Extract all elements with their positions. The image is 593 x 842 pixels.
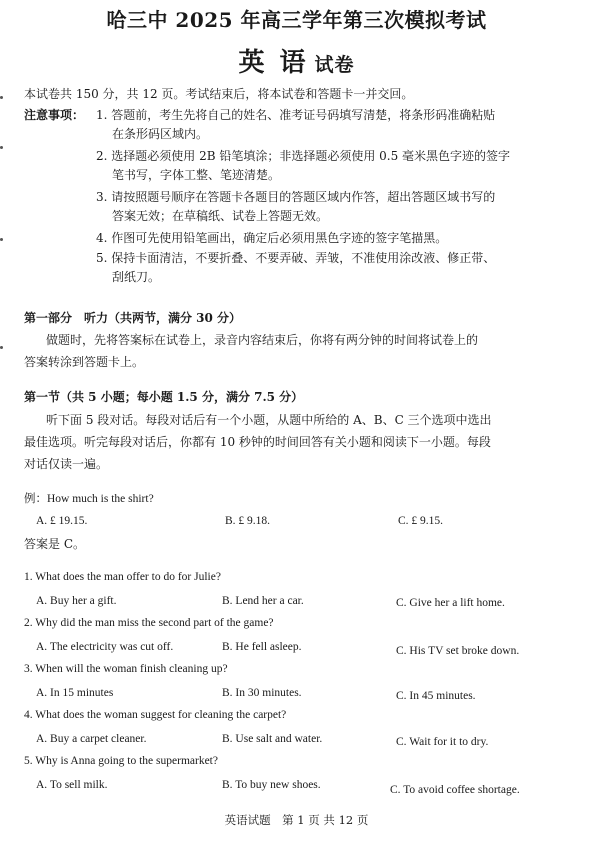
example-question: 例：How much is the shirt? [24,493,154,505]
note-item: 5. 保持卡面清洁，不要折叠、不要弄破、弄皱，不准使用涂改液、修正带、 [96,251,496,265]
binding-hole-mark [0,146,3,149]
section1-desc: 对话仅读一遍。 [24,457,109,471]
note-item: 答案无效；在草稿纸、试卷上答题无效。 [112,209,329,223]
section1-heading: 第一节（共 5 小题；每小题 1.5 分，满分 7.5 分） [24,390,304,404]
q1-option-b: B. Lend her a car. [222,595,304,607]
note-item: 3. 请按照题号顺序在答题卡各题目的答题区域内作答，超出答题区域书写的 [96,190,496,204]
part1-desc: 答案转涂到答题卡上。 [24,355,145,369]
binding-hole-mark [0,346,3,349]
q5-option-a: A. To sell milk. [36,779,108,791]
q3-option-b: B. In 30 minutes. [222,687,302,699]
example-answer: 答案是 C。 [24,537,85,551]
example-option-b: B. £ 9.18. [225,515,271,527]
part1-heading: 第一部分 听力（共两节，满分 30 分） [24,311,242,325]
q3-option-c: C. In 45 minutes. [396,690,476,702]
q2-option-b: B. He fell asleep. [222,641,302,653]
binding-hole-mark [0,96,3,99]
q2-option-c: C. His TV set broke down. [396,645,520,657]
q2-option-a: A. The electricity was cut off. [36,641,174,653]
subject-title [0,42,593,79]
question-1: 1. What does the man offer to do for Julie? [24,571,221,583]
part1-desc: 做题时，先将答案标在试卷上，录音内容结束后，你将有两分钟的时间将试卷上的 [46,333,479,347]
note-item: 在条形码区域内。 [112,127,209,141]
intro-text: 本试卷共 150 分，共 12 页。考试结束后，将本试卷和答题卡一并交回。 [24,87,414,101]
page-footer: 英语试题 第 1 页 共 12 页 [224,813,369,827]
q5-option-b: B. To buy new shoes. [222,779,321,791]
notes-label: 注意事项： [24,108,85,122]
example-option-a: A. £ 19.15. [36,515,88,527]
question-5: 5. Why is Anna going to the supermarket? [24,755,218,767]
question-4: 4. What does the woman suggest for cleaning the carpet? [24,709,287,721]
subject-name: 英 语 [238,48,309,78]
binding-hole-mark [0,238,3,241]
note-item: 刮纸刀。 [112,270,161,284]
section1-desc: 听下面 5 段对话。每段对话后有一个小题，从题中所给的 A、B、C 三个选项中选出 [46,413,492,427]
question-2: 2. Why did the man miss the second part of the game? [24,617,274,629]
note-item: 4. 作图可先使用铅笔画出，确定后必须用黑色字迹的签字笔描黑。 [96,231,448,245]
q1-option-c: C. Give her a lift home. [396,597,505,609]
q5-option-c: C. To avoid coffee shortage. [390,784,520,796]
q4-option-a: A. Buy a carpet cleaner. [36,733,147,745]
note-item: 1. 答题前，考生先将自己的姓名、准考证号码填写清楚，将条形码准确粘贴 [96,108,496,122]
example-option-c: C. £ 9.15. [398,515,444,527]
q4-option-b: B. Use salt and water. [222,733,323,745]
exam-title: 哈三中 2025 年高三学年第三次模拟考试 [106,8,487,32]
q4-option-c: C. Wait for it to dry. [396,736,489,748]
section1-desc: 最佳选项。听完每段对话后，你都有 10 秒钟的时间回答有关小题和阅读下一小题。每段 [24,435,491,449]
question-3: 3. When will the woman finish cleaning up? [24,663,228,675]
q3-option-a: A. In 15 minutes [36,687,114,699]
paper-label: 试卷 [314,54,355,76]
note-item: 笔书写，字体工整、笔迹清楚。 [112,168,281,182]
note-item: 2. 选择题必须使用 2B 铅笔填涂；非选择题必须使用 0.5 毫米黑色字迹的签字 [96,149,511,163]
q1-option-a: A. Buy her a gift. [36,595,117,607]
